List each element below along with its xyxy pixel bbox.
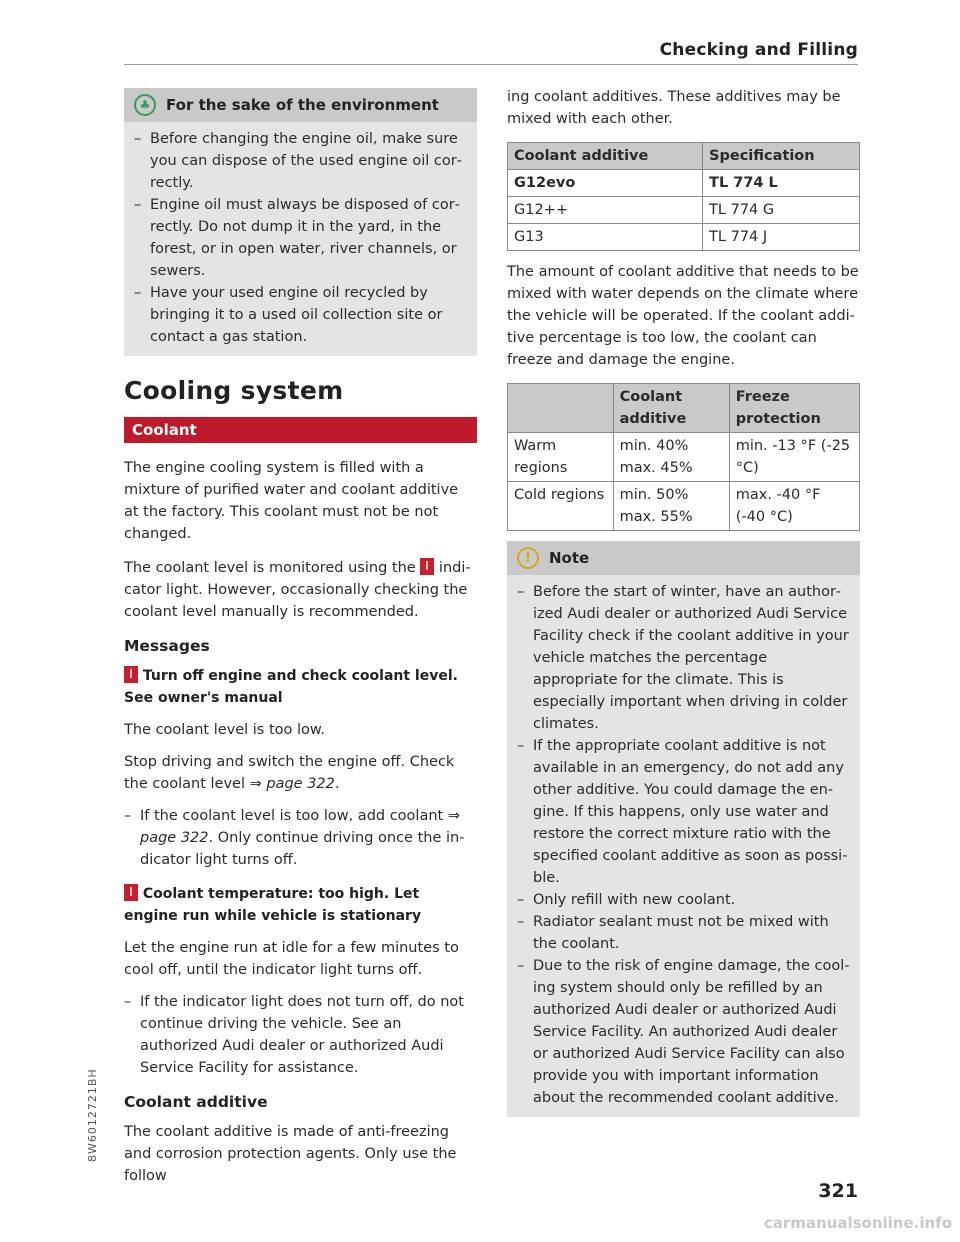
table-cell: Cold regions xyxy=(508,482,614,531)
table-row xyxy=(508,433,860,482)
table-header-cell: Freeze protection xyxy=(729,384,859,433)
environment-box-header xyxy=(124,88,477,122)
intro-paragraph: The engine cooling system is filled with a mixture of purified water and coolant additive at the factory. This coolant must not be not changed. xyxy=(124,460,459,542)
table-cell: min. 50% max. 55% xyxy=(613,482,729,531)
document-code: 8W6012721BH xyxy=(86,1068,99,1162)
list-item: – Before the start of winter, have an authorized Audi dealer or authorized Audi Service Facility check if the coolant additive in your vehicle matches the percentage appropriate for the climate. This is especially important when driving in colder climates. xyxy=(517,584,849,732)
table-header-row xyxy=(508,143,860,170)
coolant-additive-heading: Coolant additive xyxy=(124,1093,268,1111)
message-low-level-title: Turn off engine and check coolant level. See owner's manual xyxy=(124,668,458,706)
messages-heading: Messages xyxy=(124,637,210,655)
message-low-level-text: The coolant level is too low. xyxy=(124,722,326,738)
table-row xyxy=(508,482,860,531)
table-cell: Warm regions xyxy=(508,433,614,482)
coolant-indicator-icon xyxy=(124,666,138,683)
list-item: – Have your used engine oil recycled by bringing it to a used oil collection site or contact a gas station. xyxy=(134,285,443,345)
environment-icon: ♣ xyxy=(134,94,156,116)
list-item: – If the appropriate coolant additive is not available in an emergency, do not add any other additive. You could damage the engine. If this happens, only use water and restore the correct mixture ratio with the specified coolant additive as soon as possible. xyxy=(517,738,848,886)
specification-table xyxy=(507,142,860,251)
mix-paragraph: The amount of coolant additive that needs to be mixed with water depends on the climate where the vehicle will be operated. If the coolant additive percentage is too low, the coolant can freeze and damage the engine. xyxy=(507,264,859,368)
note-box-title: Note xyxy=(549,549,590,567)
note-box xyxy=(507,541,860,1117)
table-header-row xyxy=(508,384,860,433)
table-cell: TL 774 L xyxy=(703,170,860,197)
table-header-cell: Specification xyxy=(703,143,860,170)
right-column xyxy=(507,86,860,1117)
coolant-indicator-icon xyxy=(124,884,138,901)
environment-box-title: For the sake of the environment xyxy=(166,96,439,114)
additive-paragraph: The coolant additive is made of anti-freezing and corrosion protection agents. Only use the follow xyxy=(124,1124,457,1184)
table-header-cell xyxy=(508,384,614,433)
page-reference-link[interactable]: ⇒ page 322 xyxy=(249,776,335,792)
environment-box xyxy=(124,88,477,356)
table-cell: TL 774 G xyxy=(703,197,860,224)
additive-paragraph-continued: ing coolant additives. These additives may be mixed with each other. xyxy=(507,89,841,127)
list-item: – Only refill with new coolant. xyxy=(517,892,736,908)
list-item: – Before changing the engine oil, make sure you can dispose of the used engine oil correctly. xyxy=(134,131,462,191)
page-header-title: Checking and Filling xyxy=(659,40,858,60)
list-item: – If the coolant level is too low, add coolant ⇒ page 322. Only continue driving once the indicator light turns off. xyxy=(124,808,465,868)
monitor-paragraph: The coolant level is monitored using the indicator light. However, occasionally checking the coolant level manually is recommended. xyxy=(124,560,471,620)
table-row xyxy=(508,197,860,224)
note-box-header xyxy=(507,541,860,575)
table-row xyxy=(508,170,860,197)
message-low-level-action: Stop driving and switch the engine off. Check the coolant level ⇒ page 322. xyxy=(124,754,455,792)
left-column xyxy=(124,88,477,1187)
caution-icon: ! xyxy=(517,547,539,569)
page-reference-link[interactable]: ⇒ page 322 xyxy=(140,808,460,846)
note-box-body xyxy=(507,575,860,1117)
table-row xyxy=(508,224,860,251)
list-item: – If the indicator light does not turn off, do not continue driving the vehicle. See an authorized Audi dealer or authorized Audi Service Facility for assistance. xyxy=(124,994,464,1076)
table-header-cell: Coolant additive xyxy=(508,143,703,170)
section-title: Cooling system xyxy=(124,376,344,405)
table-cell: TL 774 J xyxy=(703,224,860,251)
list-item: – Engine oil must always be disposed of correctly. Do not dump it in the yard, in the forest, or in open water, river channels, or sewers. xyxy=(134,197,460,279)
coolant-banner: Coolant xyxy=(124,417,477,443)
list-item: – Radiator sealant must not be mixed with the coolant. xyxy=(517,914,829,952)
coolant-indicator-icon xyxy=(420,558,434,575)
table-cell: G12++ xyxy=(508,197,703,224)
message-high-temp-text: Let the engine run at idle for a few minutes to cool off, until the indicator light turns off. xyxy=(124,940,459,978)
table-cell: G12evo xyxy=(508,170,703,197)
table-cell: min. -13 °F (-25 °C) xyxy=(729,433,859,482)
header-divider xyxy=(124,64,858,65)
environment-box-body xyxy=(124,122,477,356)
table-cell: min. 40% max. 45% xyxy=(613,433,729,482)
watermark: carmanualsonline.info xyxy=(763,1214,952,1232)
table-header-cell: Coolant additive xyxy=(613,384,729,433)
page-number: 321 xyxy=(818,1180,858,1202)
list-item: – Due to the risk of engine damage, the cooling system should only be refilled by an authorized Audi dealer or authorized Audi Service Facility. An authorized Audi dealer or authorized Audi Service Facility can also provide you with important information about the recommended coolant additive. xyxy=(517,958,850,1106)
message-high-temp-title: Coolant temperature: too high. Let engine run while vehicle is stationary xyxy=(124,886,422,924)
climate-table xyxy=(507,383,860,531)
table-cell: G13 xyxy=(508,224,703,251)
table-cell: max. -40 °F (-40 °C) xyxy=(729,482,859,531)
